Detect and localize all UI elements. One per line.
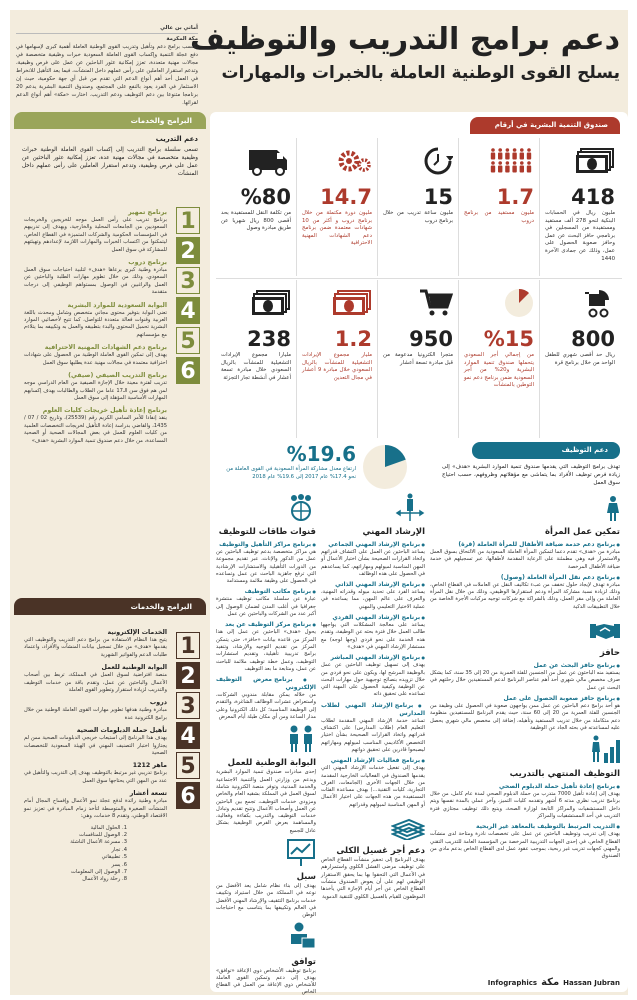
women-participation-value: %19.6 [286,442,356,466]
training-title: دعم التدريب [155,135,198,143]
stat-value: 1.2 [334,327,372,351]
section-title: البوابة الوطنية للعمل [227,758,316,769]
stat-icon-wrap [464,284,534,326]
stat-description: ريال حد أقصى شهري للطفل الواحد من خلال برنامج قرة [545,352,615,366]
column-women-hafiz [430,490,620,861]
stat-cell [216,280,296,438]
program-title: ● برنامج دعم خدمة ضيافة الأطفال للمرأة العاملة (قرة) [430,541,620,549]
infographic-page [10,10,628,995]
stat-value: 238 [247,327,291,351]
stat-icon-wrap [545,284,615,326]
item-text: برنامج تدريبي غير مرتبط بالتوظيف يهدف إلى التدريب والتأهيل في عدد من المهن التي يحتاجها سوق العمل [24,770,167,784]
program-text: عبارة عن سلسلة مكاتب توظيف منتشرة جغرافيا في أغلب المدن لضمان الوصول إلى أكبر عدد من الشركات والباحثين عن عمل [216,596,316,618]
section-icon-wrap [321,496,425,524]
number-box-6: 6 [176,357,200,384]
services-list-item: 5. تطبيقاتي [101,854,127,861]
van-icon [247,146,291,180]
program-text: يهدف إلى إعادة تأهيل 7000 متدرب من حملة الدبلوم الصحي لمدة عام كامل، من خلال برنامج تدريب نظري مدته 6 أشهر وتقدمه كليات التميز، وآخر عملي بالمدة نفسها ويتم داخل المستشفيات والمراكز التابعة لوزارة الصحة، ويتبع ذلك توظيف مجتازي فترة التدريب في أحد المستشفيات والمراكز [430,791,620,820]
stat-cell [296,280,377,438]
clock-icon [423,146,453,180]
section-title: حافز [599,648,620,659]
item-title: برنامج تمهير [128,209,167,216]
program-title: ● برنامج فعاليات الإرشاد المهني [321,757,425,765]
program-title: ● برنامج دعم نقل المرأة العاملة (وصول) [430,574,620,582]
program-title: ● برنامج حافز البحث عن عمل [430,662,620,670]
stat-value: 15 [423,185,453,209]
program-text: هي مراكز متخصصة بدعم توظيف الباحثين عن عمل من الذكور والإناث، عبر تقديم مجموعة من الدورات التأهيلية والاستشارات الإرشادية التي ترفع جاهزية الباحث عن عمل وتساعده في الحصول على وظيفة ملائمة ومستدامة [216,549,316,585]
stat-description: مليون ريال في الحسابات البنكية لنحو 278 ألف مستفيد ومستفيدة من المسجلين في برنامجي حافز البحث عن عمل وحافز صعوبة الحصول على عمل، وذلك عن جمادى الآخرة 1440 [545,210,615,262]
item-title: برنامج دروب [128,259,167,267]
money-stack-icon [391,816,425,843]
women-participation-stat [218,442,356,481]
program-text: يساعد على معالجة المشكلات التي يواجهها طالب العمل خلال فترة بحثه عن الوظيفة، وتقدم هذه الخدمة على نحو فردي (وجها لوجه) مع مستشار الإرشاد المهني في «هدف» [321,622,425,650]
item-title: تأهيل حملة الدبلومات الصحية [76,727,167,735]
stats-row-2 [216,280,620,438]
stat-value: 1.7 [496,185,534,209]
services-section [14,598,206,993]
number-box-1: 1 [176,632,200,659]
stat-cell [458,280,539,438]
item-text: يهدف إلى تمكين القوى العاملة الوطنية من الحصول على شهادات احترافية معتمدة في مجالات مهنية عدة يطلبها سوق العمل [24,352,167,366]
item-title: تسعة أعشار [129,790,167,798]
cart-icon [419,288,453,322]
woman-icon [606,495,620,524]
career-guidance-icon [395,493,425,524]
program-title: ● برنامج الإرشاد المهني الفردي [321,614,425,622]
stat-description: متجرا الكترونيا مدعومة من قبل مبادرة تسعة أعشار [383,352,453,366]
item-text: ينفذ إنفاذا للأمر السامي الكريم رقم (25539)، وتاريخ 02 / 07 / 1435، والقاضي بدراسة إعادة التأهيل لخريجات التخصصات العلمية من كليات العلوم للعمل في بعض المجالات الصحية أو الصحية المساعدة، من خلال دعم صندوق تنمية الموارد البشرية «هدف» [24,415,168,444]
program-title: ● برنامج مكاتب التوظيف [216,588,316,596]
section-icon-wrap [321,815,425,843]
number-box-4: 4 [176,722,200,749]
stat-icon-wrap [383,142,453,184]
item-title: البوابة السعودية للموارد البشرية [67,301,167,309]
item-text: تدريب لفترة معينة خلال الإجازة الصيفية من العام الدراسي موجه لمن هم فوق سن الـ17 عاما من الطلاب والطالبات بهدف إكسابهم المهارات الأساسية المؤهلة إلى سوق العمل [24,380,167,401]
person-laptop-icon [286,922,316,953]
stat-icon-wrap [464,142,534,184]
section-icon-wrap [430,738,620,766]
item-title: برنامج التدريب الصيفي (صيفي) [68,372,167,380]
item-title: الخدمات الإلكترونية [107,629,167,636]
item-text: منصة افتراضية لسوق العمل في المملكة، تربط بين أصحاب الأعمال والباحثين عن عمل، وتقدم باقة من خدمات التوظيف والتدريب لزيادة استقرار وتطوير القوى العاملة [24,672,167,694]
women-participation-text: ارتفاع معدل مشاركة المرأة السعودية في القوى العاملة من نحو 17.4% عام 2017 إلى 19.6% عام 2018 [226,466,356,480]
item-text: يتيح هذا النظام الاستفادة من برامج دعم التدريب والتوظيف التي يقدمها «هدف» من خلال تسجيل بيانات المنشآت والأفراد، واعتماد طلبات الدعم والفواتير الشهرية [24,637,167,658]
program-text: من خلاله يمكن مقابلة مندوبي الشركات، واستعراض عشرات الوظائف الشاغرة، والتقدم إلى الوظيفة المناسبة؛ كل ذلك الكترونيا وعلى مدار الساعة ومن أي مكان طيلة أيام المعرض [216,692,316,721]
services-list [24,825,167,884]
footer-designer: Hassan Jubran [563,978,620,987]
headline [189,20,620,86]
career-growth-icon [590,735,620,766]
item-title: برنامج دعم الشهادات المهنية الاحترافية [44,344,167,352]
item-title: البوابة الوطنية للعمل [101,664,167,672]
program-title: ● برنامج الإرشاد المهني لطلاب المدارس [321,702,425,718]
stat-value: 14.7 [320,185,372,209]
section-title: سبل [296,872,316,883]
stat-cell [216,138,296,276]
services-list-item: 4. تجار [111,846,127,853]
program-text: يهدف إلى تفعيل خدمات الإرشاد المهني التي يقدمها الصندوق في الفعاليات الخارجية المقدمة من خلال الجهات الأخرى (الجامعات، الغرف التجارية، كليات التقنية...) بهدف مساعدة الفئات المستفيدة من هذه الجهات على اختيار الأعمال أو المهن المناسبة لميولهم وقدراتهم [321,765,425,808]
stat-icon-wrap [221,284,291,326]
section-text: يهدف إلى بناء نظام شامل يعد الأفضل من نوعه في المملكة من خلال استيراد وتكييف خدمات برنامج التثقيف والإرشاد المهني الأفضل في العالم وتكييفها بما يتناسب مع احتياجات الوطن [216,883,316,919]
program-text: تساعد خدمة الإرشاد المهني المقدمة لطلاب التعليم العام (طلاب المدارس) على اكتشاف قدراتهم واتخاذ القرارات الصحيحة بشأن اختيار التخصص الأكاديمي المناسب لميولهم ومهاراتهم ليصبحوا قادرين على تحقيق ذواتهم [321,717,425,753]
training-header: البرامج والخدمات [14,112,206,129]
program-title: ● برنامج معرض التوظيف الإلكتروني [216,676,316,692]
people-meeting-icon [286,724,316,755]
presentation-icon [286,838,316,869]
program-title: ● برنامج مراكز التأهيل والتوظيف [216,541,316,549]
stat-cell [296,138,377,276]
program-title: ● برنامج إعادة تأهيل حملة الدبلوم الصحي [430,783,620,791]
program-title: ● برنامج الإرشاد المهني الذاتي [321,581,425,589]
stat-icon-wrap [302,284,372,326]
services-list-item: 8. رحلة رواد الأعمال [82,876,127,883]
program-text: يساعد الباحثين عن العمل على اكتشاف قدراتهم واتخاذ القرارات الصحيحة بشأن اختيار الأعمال أو المهن المناسبة لميولهم ومهاراتهم، كما يساعدهم في الحصول على هذه الوظائف [321,549,425,577]
footer-infographics: Infographics [487,978,538,987]
training-items [24,204,167,445]
pie-icon [504,288,534,322]
services-list-item: 3. مسرعة الأعمال الناشئة [70,839,127,846]
makkah-logo: مكة [541,977,560,988]
section-text: يهدف البرنامج إلى تحفيز منشآت القطاع الخاص على توظيف مرضى الفشل الكلوي واستمرارهم في الأعمال التي التحقوا بها بما يحقق الاستقرار الوظيفي لهم على أن يعوض الصندوق منشآت القطاع الخاص عن أجر أيام الإجازة التي يأخذها الموظفون للقيام بالغسيل الكلوي للتنقية الدموية [321,857,425,900]
section-icon-wrap [216,496,316,524]
stat-icon-wrap [545,142,615,184]
stat-cell [377,280,458,438]
main-panel [210,112,628,996]
stat-icon-wrap [221,142,291,184]
program-text: يساعد الفرد على تحديد ميوله وقدراته المهنية، والتعرف على عالم المهن، مما يساعده في عملية الاختيار التعليمي والمهني [321,589,425,610]
section-text: برنامج توظيف الأشخاص ذوي الإعاقة «توافق» يهدف إلى دعم وتمكين القوى العاملة للأشخاص ذوي الإعاقة من العمل في القطاع الخاص [216,967,316,996]
number-box-5: 5 [176,752,200,779]
employment-intro: تهدف برامج التوظيف التي يقدمها صندوق تنمية الموارد البشرية «هدف» إلى زيادة فرص توظيف الأفراد بما يتماشى مع مؤهلاتهم وظروفهم، حسب احتياج سوق العمل [442,464,620,486]
stat-value: %80 [240,185,291,209]
money-icon [575,148,615,178]
item-text: يهدف هذا البرنامج إلى استيعاب خريجي الدبلومات الصحية ممن لم يجتازوا اختبار التصنيف المهني في الهيئة السعودية للتخصصات الصحية [24,735,167,757]
stat-description: مليون دورة مكتملة من خلال برنامج دروب و أكثر من 10 شهادات معتمدة ضمن برنامج دعم الشهادات المهنية الاحترافية [302,210,372,247]
gears-icon [338,146,372,180]
number-box-2: 2 [176,237,200,264]
number-box-6: 6 [176,782,200,809]
section-title: تمكين عمل المرأة [545,527,620,537]
footer-credits [488,977,620,988]
number-box-1: 1 [176,207,200,234]
byline [16,24,198,107]
program-text: يحول «هدف» الباحثين عن عمل إلى هذا المركز من قاعدة بيانات «حافز»، حتى يتمكن المركز من تقديم التوجيه والإرشاد، وتنفيذ برامج تدريبية تأهيلية، وتقديم استشارات التوظيف، وعمل خطة توظيف ملائمة للباحث عن عمل، ومتابعة ما بعد التوظيف [216,629,316,672]
services-list-item: 2. الوصول للمنافسات [79,831,127,838]
program-text: مبادرة تهدف لإيجاد حلول تخفف من عبء تكاليف النقل عن العاملات في القطاع الخاص، وذلك لزيادة نسبة مشاركة المرأة ودعم استقرارها الوظيفي، وذلك من خلال نقل المرأة العاملة من وإلى مقر العمل، وذلك بالشراكة مع شركات توجيه مركبات الأجرة الخاصة من خلال التطبيقات الذكية [430,581,620,610]
stat-description: مليون ساعة تدريب من خلال برنامج دروب [383,210,453,224]
number-box-3: 3 [176,692,200,719]
program-text: مبادرة من «هدف» تقدم دعما لتمكين المرأة العاملة السعودية من الالتحاق بسوق العمل والاستمرار فيه وهي مطمئنة على الرعاية المقدمة لأطفالها، عبر تسجيلهم في خدمة ضيافة الأطفال المرخصة [430,549,620,570]
services-list-item: 1. الحلول المالية [90,824,127,831]
stat-description: من إجمالي أجر السعودي يتحملها صندوق تنمية الموارد البشرية و20% من أجر السعودية ضمن برنامج دعم نمو التوطين بالمنشآت [464,352,534,389]
program-text: يستفيد منه الباحثون عن عمل من الجنسين للفئة العمرية من 20 إلى 35 سنة، كما يشكل صرف مخصص مالي شهري أحد أهم عناصر البرنامج لدعم المستفيدين خلال رحلتهم في البحث عن عمل [430,670,621,691]
stats-row-1 [216,138,620,276]
number-box-5: 5 [176,327,200,354]
program-title: ● برنامج الإرشاد المهني المباشر [321,654,425,662]
program-title: ● برنامج مركز التوظيف عن بعد [216,621,316,629]
stats-divider [216,278,622,279]
stat-cell [377,138,458,276]
stat-value: %15 [483,327,534,351]
stat-cell [458,138,539,276]
stroller-icon [583,288,615,322]
stat-icon-wrap [302,142,372,184]
program-text: يهدف إلى تدريب وتوظيف الباحثين عن عمل على تخصصات نادرة ومتاحة لدى منشآت القطاع الخاص، في إحدى الجهات التدريبية المرخصة من المؤسسة العامة للتدريب التقني والمهني كجهات تدريب غير ربحية، بموجب عقود عمل لدى القطاع الخاص بدعم مادي من الصندوق [430,831,620,860]
training-intro: تسعى سلسلة برامج التدريب إلى إكساب القوى العاملة الوطنية خبرات وظيفية متخصصة في مجالات مهنية عدة، تعزز إمكانية عثور الباحثين عن عمل على فرص وظيفية، وتدعم استقرار العاملين على رأس عملهم داخل المنشآت [22,147,198,177]
stats-tab: صندوق التنمية البشرية في أرقام [470,117,620,134]
number-box-3: 3 [176,267,200,294]
program-text: هو أحد برامج دعم الباحثين عن عمل ممن يواجهون صعوبة في الحصول على وظيفة من الجنسين للفئة العمرية من 20 إلى 60 سنة، حيث يقدم البرنامج للمستفيدين منظومة دعم متكاملة من خلال تدريب المستفيد وتأهيله، إضافة إلى مخصص مالي شهري يحصل عليه لمساعدته في بحثه الجاد عن الوظيفة [430,702,620,731]
services-number-boxes [176,632,200,812]
stat-description: مليار مجموع الإيرادات التشغيلية للمنشآت بالريال السعودي خلال مبادرة 9 أعشار في مجال التعدين [302,352,373,381]
section-title: التوظيف المنتهي بالتدريب [509,769,620,780]
section-icon-wrap [216,841,316,869]
section-title: دعم أجر غسيل الكلى [336,846,425,857]
stat-icon-wrap [383,284,453,326]
column-career-guidance [321,490,425,901]
services-list-item: 7. الوصول إلى المعلومات [71,868,127,875]
stat-description: مليارا مجموع الإيرادات التشغيلية للمنشآت بالريال السعودي خلال مبادرة تسعة أعشار في أنشطة تجار التجزئة [221,352,291,381]
item-text: برنامج تدريب على رأس العمل موجه للخريجين والخريجات السعوديين من الجامعات المحلية والخارجية، ويهدف إلى تدريبهم في المؤسسات الحكومية والشركات المتميزة في القطاع الخاص، ليتمكنوا من اكتساب الخبرات والمهارات اللازمة لإعدادهم وتهيئتهم للمشاركة في سوق العمل [24,217,167,253]
services-items [24,624,167,884]
author-name: أماني بن عالي [16,24,198,34]
stat-value: 418 [571,185,615,209]
program-title: ● التدريب المرتبط بالتوظيف بالمعاهد غير الربحية [430,823,620,831]
item-title: دروب [149,699,167,707]
item-text: مبادرة وطنية كبرى يرعاها «هدف» لتلبية احتياجات سوق العمل السعودي، وذلك من خلال تطوير مهارات الطلبة والباحثين عن العمل والراغبين في الوصول بمستواهم الوظيفي إلى درجات متقدمة [24,267,167,296]
training-number-boxes [176,207,200,387]
stat-description: مليون مستفيد من برنامج دروب [464,210,534,224]
stat-cell [539,138,620,276]
global-network-icon [286,493,316,524]
money-icon [332,290,372,320]
program-title: ● برنامج حافز صعوبة الحصول على عمل [430,695,620,703]
training-intro-block [14,129,206,178]
money-icon [251,290,291,320]
section-text: إحدى مبادرات صندوق تنمية الموارد البشرية وبدعم من وزارتي العمل والتنمية الاجتماعية والخدمة المدنية، وتوفر منصة الكترونية شاملة لسوق العمل في المملكة بشقيه العام والخاص ومزودي خدمات التوظيف، تجمع بين الباحثين عن العمل وأصحاب الأعمال وتتيح تقديم وتبادل خدمات التوظيف والتدريب بكفاءة وفعالية، والمساهمة بعرض الفرص الوظيفية بشكل عادل للجميع [216,769,316,834]
people-icon [490,148,534,178]
item-text: تعنى البوابة بتوفير محتوى مجاني متخصص وشامل ومحدث باللغة العربية وقنوات فعالة متعددة للتواصل، كما تتيح لأخصائيي الموارد البشرية تحميل المحتوى والبدء بتطبيقه والعمل به وتكييفه بما يتلاءم مع مؤسساتهم [24,309,167,338]
section-icon-wrap [216,926,316,954]
item-title: برنامج إعادة تأهيل خريجات كليات العلوم [42,407,167,415]
section-title: الإرشاد المهني [362,527,425,537]
item-text: مبادرة وطنية رائدة لدفع عجلة نمو الأعمال وإفساح المجال أمام المنشآت الصغيرة والمتوسطة لتأخذ زمام المبادرة في تعزيز نمو الاقتصاد الوطني، وتقدم 8 خدمات، وهي: [24,798,167,820]
author-city: مكة المكرمة [166,36,198,42]
services-list-item: 6. يسر [111,861,127,868]
number-box-2: 2 [176,662,200,689]
women-participation-pie [362,444,408,490]
number-box-4: 4 [176,297,200,324]
stat-value: 950 [409,327,453,351]
stat-cell [539,280,620,438]
handshake-icon [590,620,620,645]
stat-description: من تكلفة النقل للمستفيدة بحد أقصى 800 ريال شهريا عن طريق مبادرة وصول [221,210,291,232]
program-title: ● برنامج الإرشاد المهني الجماعي [321,541,425,549]
section-title: قنوات طاقات للتوظيف [218,527,316,537]
section-icon-wrap [216,727,316,755]
subtitle: يسلح القوى الوطنية العاملة بالخبرات والمهارات [221,63,620,83]
column-taqat-channels [216,490,316,997]
services-header: البرامج والخدمات [14,598,206,615]
intro-text: تكتسب برامج دعم وتأهيل وتدريب القوى الوطنية العاملة أهمية كبرى لإسهامها في دفع عجلة التنمية وإكساب القوى العاملة السعودية خبرات وظيفية متخصصة في مجالات مهنية متعددة، تعزز إمكانية عثور الباحثين عن عمل على فرص وظيفية، وتدعم استقرار العاملين على رأس عملهم داخل المنشآت، فيما يعد التأهيل للانخراط في العمل أحد أهم أنواع الدعم التي تقدم من قبل أي جهة حكومية، حيث إن الاستثمار في الفرد يعود بالنفع على المجتمع، وصندوق التنمية البشرية يدعم 20 برنامجا متنوعا بين دعم التوظيف ودعم التدريب. اختارت «مكة» أهم أنواع الدعم لقرائها. [16,44,198,106]
training-section [14,112,206,592]
section-icon-wrap [430,496,620,524]
section-icon-wrap [430,617,620,645]
item-text: مبادرة وطنية هدفها تطوير مهارات القوى العاملة الوطنية من خلال برامج الكترونية عدة [24,707,167,721]
stat-value: 800 [571,327,615,351]
program-text: يهدف إلى تسهيل توظيف الباحثين عن عمل بالوظيفة المرشح لها، ويكون على نحو فردي من خلال تزويده بنصائح توجيهية حول مهارات البحث عن الوظيفة وكيفية الحصول على المهنة التي تساعده على تحقيق ذاته [321,662,425,698]
employment-tab: دعم التوظيف [472,442,620,459]
item-title: ماهر 1212 [132,762,167,770]
section-title: توافق [291,956,316,967]
main-title: دعم برامج التدريب والتوظيف [189,22,620,57]
